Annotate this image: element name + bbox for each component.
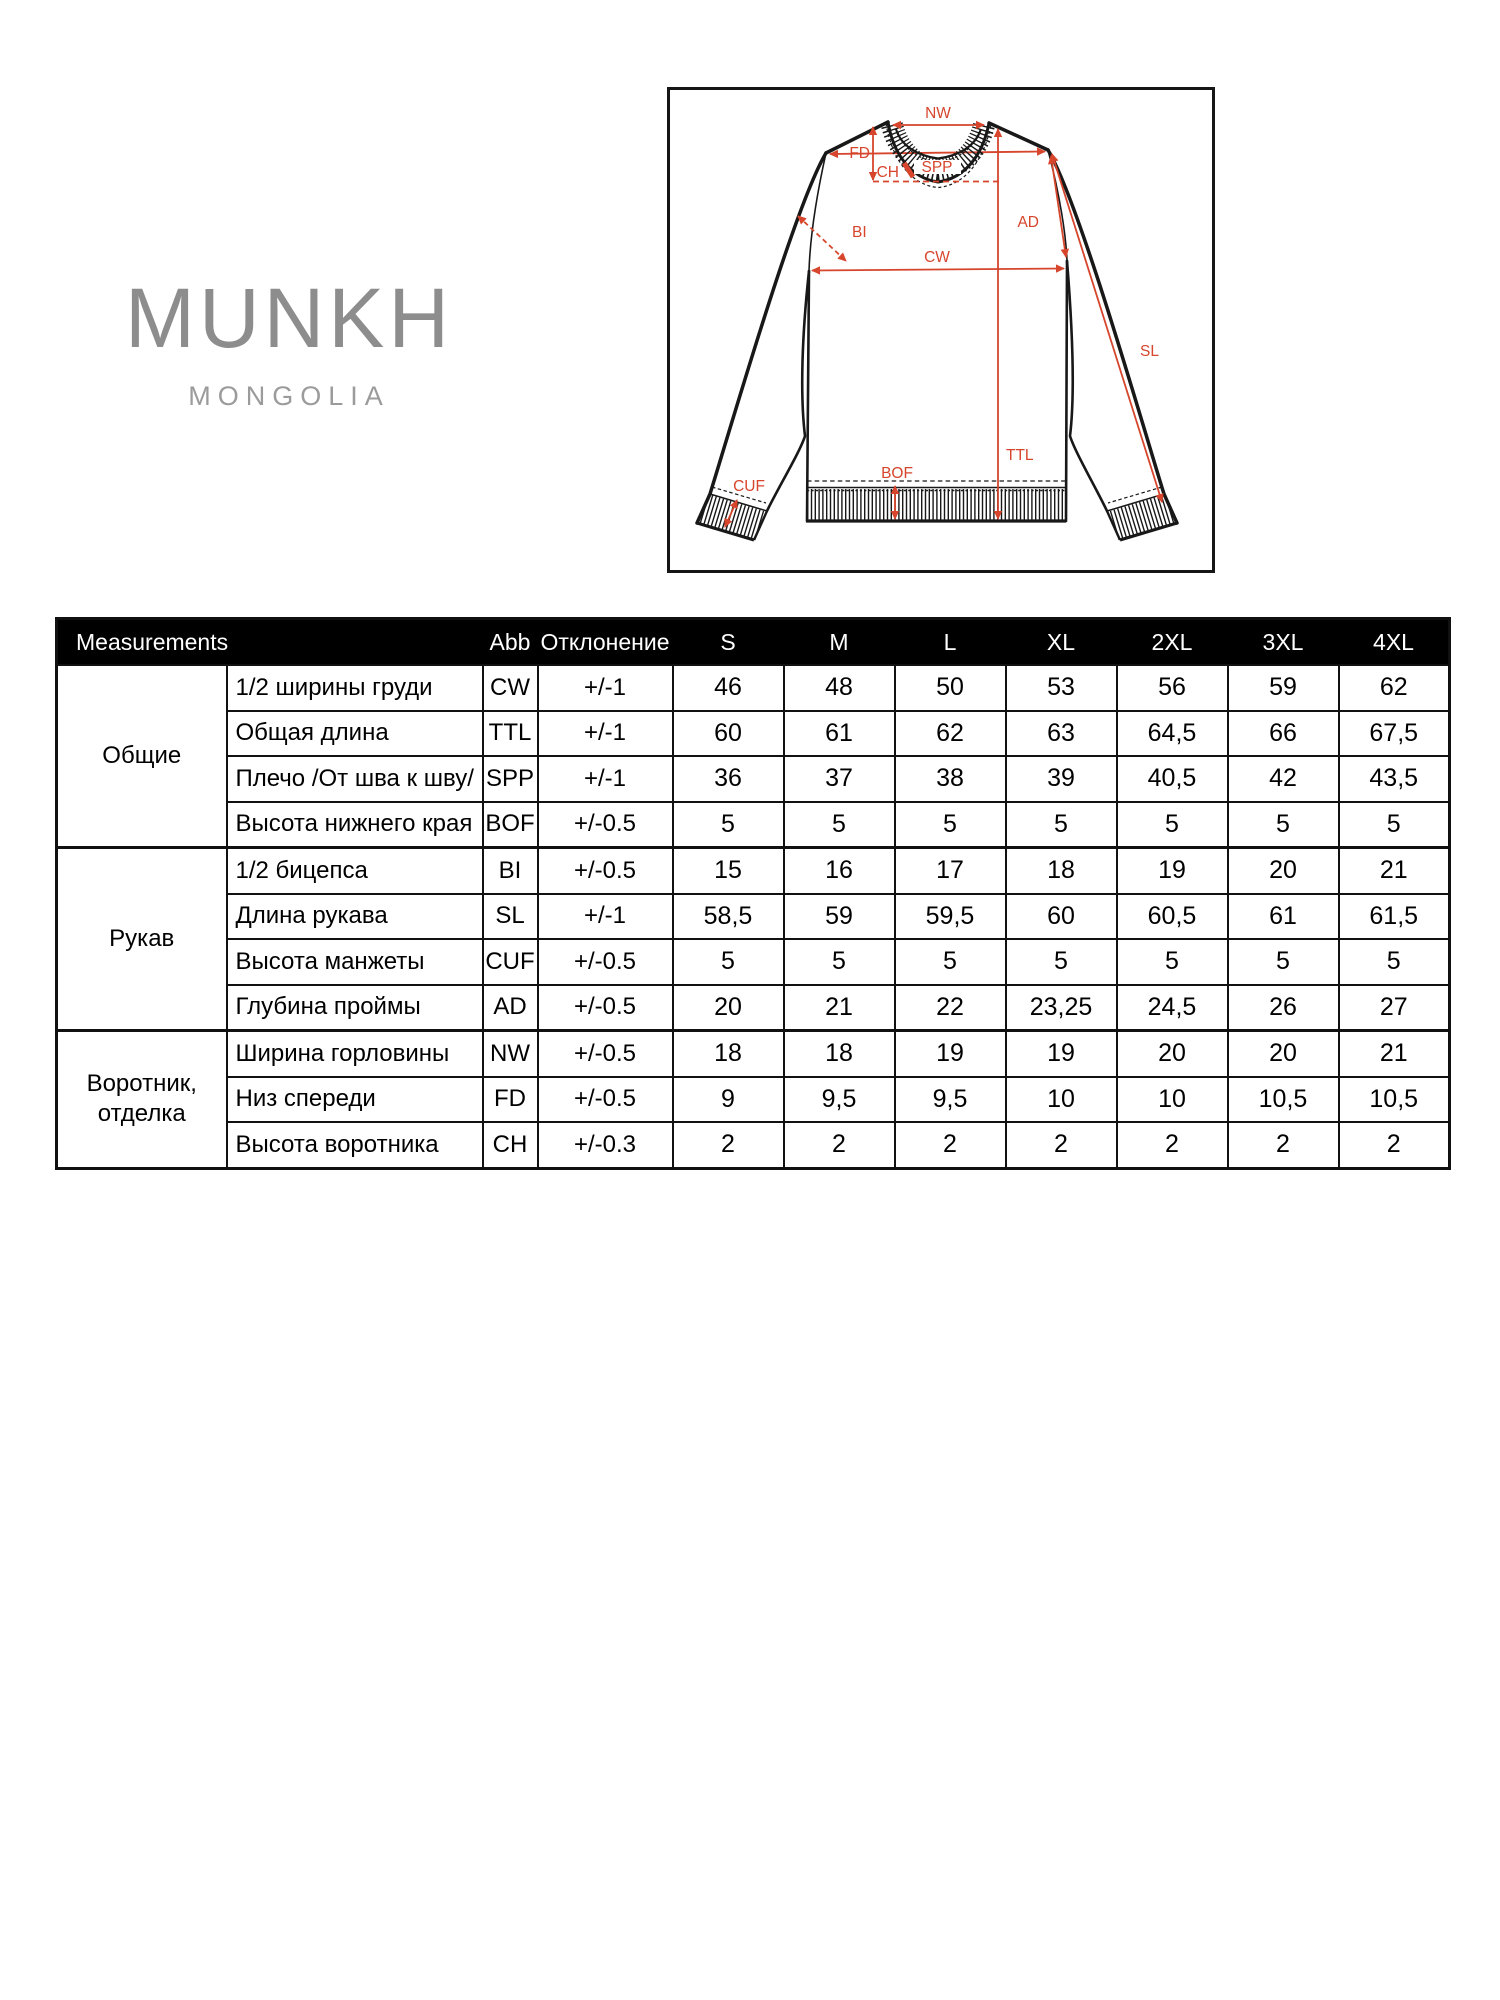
header-deviation: Отклонение bbox=[538, 619, 673, 666]
measure-name-cell: 1/2 ширины груди bbox=[227, 665, 483, 711]
value-cell: 50 bbox=[895, 665, 1006, 711]
abb-cell: NW bbox=[483, 1031, 538, 1077]
table-row bbox=[57, 1122, 1450, 1168]
dim-label-ad: AD bbox=[1017, 214, 1039, 231]
table-header-row bbox=[57, 619, 1450, 666]
value-cell: 5 bbox=[784, 939, 895, 985]
header-size-xl: XL bbox=[1006, 619, 1117, 666]
measurements-table bbox=[55, 617, 1451, 1170]
value-cell: 5 bbox=[1006, 802, 1117, 848]
header-measurements: Measurements bbox=[57, 619, 483, 666]
value-cell: 10 bbox=[1006, 1077, 1117, 1123]
deviation-cell: +/-1 bbox=[538, 665, 673, 711]
value-cell: 19 bbox=[1117, 848, 1228, 894]
abb-cell: CUF bbox=[483, 939, 538, 985]
value-cell: 56 bbox=[1117, 665, 1228, 711]
value-cell: 2 bbox=[895, 1122, 1006, 1168]
value-cell: 5 bbox=[1339, 802, 1450, 848]
bi-dimension-line bbox=[798, 216, 846, 261]
abb-cell: SL bbox=[483, 894, 538, 940]
group-cell: Рукав bbox=[57, 848, 227, 1031]
value-cell: 5 bbox=[1006, 939, 1117, 985]
table-row bbox=[57, 939, 1450, 985]
abb-cell: SPP bbox=[483, 756, 538, 802]
value-cell: 20 bbox=[1228, 848, 1339, 894]
deviation-cell: +/-1 bbox=[538, 756, 673, 802]
value-cell: 18 bbox=[784, 1031, 895, 1077]
abb-cell: CH bbox=[483, 1122, 538, 1168]
value-cell: 42 bbox=[1228, 756, 1339, 802]
value-cell: 16 bbox=[784, 848, 895, 894]
table-row bbox=[57, 665, 1450, 711]
value-cell: 21 bbox=[784, 985, 895, 1031]
value-cell: 39 bbox=[1006, 756, 1117, 802]
value-cell: 38 bbox=[895, 756, 1006, 802]
deviation-cell: +/-0.5 bbox=[538, 848, 673, 894]
value-cell: 5 bbox=[1228, 939, 1339, 985]
collar-ribbing bbox=[886, 122, 991, 188]
value-cell: 5 bbox=[895, 802, 1006, 848]
abb-cell: TTL bbox=[483, 711, 538, 757]
brand-logo bbox=[89, 271, 489, 412]
value-cell: 48 bbox=[784, 665, 895, 711]
value-cell: 21 bbox=[1339, 848, 1450, 894]
header-size-4xl: 4XL bbox=[1339, 619, 1450, 666]
table-row bbox=[57, 894, 1450, 940]
value-cell: 36 bbox=[673, 756, 784, 802]
value-cell: 46 bbox=[673, 665, 784, 711]
dim-label-sl: SL bbox=[1140, 343, 1159, 360]
value-cell: 66 bbox=[1228, 711, 1339, 757]
header-abb: Abb bbox=[483, 619, 538, 666]
value-cell: 21 bbox=[1339, 1031, 1450, 1077]
right-cuff-ribbing bbox=[1107, 487, 1177, 540]
value-cell: 2 bbox=[1006, 1122, 1117, 1168]
deviation-cell: +/-0.3 bbox=[538, 1122, 673, 1168]
value-cell: 9,5 bbox=[895, 1077, 1006, 1123]
deviation-cell: +/-0.5 bbox=[538, 1077, 673, 1123]
dim-label-ttl: TTL bbox=[1006, 447, 1034, 464]
dim-label-nw: NW bbox=[925, 105, 951, 122]
brand-subtitle: MONGOLIA bbox=[188, 381, 390, 411]
header-size-l: L bbox=[895, 619, 1006, 666]
sweater-technical-drawing bbox=[670, 90, 1212, 570]
abb-cell: BI bbox=[483, 848, 538, 894]
measure-name-cell: Длина рукава bbox=[227, 894, 483, 940]
value-cell: 43,5 bbox=[1339, 756, 1450, 802]
value-cell: 5 bbox=[1117, 939, 1228, 985]
value-cell: 2 bbox=[673, 1122, 784, 1168]
value-cell: 17 bbox=[895, 848, 1006, 894]
dim-label-bof: BOF bbox=[881, 465, 913, 482]
header-size-m: M bbox=[784, 619, 895, 666]
dim-label-cuf: CUF bbox=[733, 478, 765, 495]
value-cell: 40,5 bbox=[1117, 756, 1228, 802]
measure-name-cell: Высота нижнего края bbox=[227, 802, 483, 848]
table-row bbox=[57, 1077, 1450, 1123]
value-cell: 5 bbox=[784, 802, 895, 848]
value-cell: 2 bbox=[1339, 1122, 1450, 1168]
value-cell: 53 bbox=[1006, 665, 1117, 711]
value-cell: 24,5 bbox=[1117, 985, 1228, 1031]
deviation-cell: +/-1 bbox=[538, 894, 673, 940]
value-cell: 26 bbox=[1228, 985, 1339, 1031]
value-cell: 18 bbox=[673, 1031, 784, 1077]
table-row bbox=[57, 848, 1450, 894]
value-cell: 9,5 bbox=[784, 1077, 895, 1123]
header-size-s: S bbox=[673, 619, 784, 666]
value-cell: 60 bbox=[1006, 894, 1117, 940]
value-cell: 59 bbox=[1228, 665, 1339, 711]
abb-cell: BOF bbox=[483, 802, 538, 848]
value-cell: 58,5 bbox=[673, 894, 784, 940]
value-cell: 60,5 bbox=[1117, 894, 1228, 940]
value-cell: 59 bbox=[784, 894, 895, 940]
body-side-right bbox=[1066, 261, 1067, 521]
dim-label-spp: SPP bbox=[921, 159, 953, 176]
table-row bbox=[57, 802, 1450, 848]
value-cell: 62 bbox=[895, 711, 1006, 757]
garment-diagram-frame bbox=[667, 87, 1215, 573]
measure-name-cell: Высота манжеты bbox=[227, 939, 483, 985]
value-cell: 19 bbox=[1006, 1031, 1117, 1077]
value-cell: 5 bbox=[1339, 939, 1450, 985]
value-cell: 64,5 bbox=[1117, 711, 1228, 757]
value-cell: 27 bbox=[1339, 985, 1450, 1031]
deviation-cell: +/-0.5 bbox=[538, 1031, 673, 1077]
sleeve-left-underseam bbox=[767, 271, 809, 511]
value-cell: 60 bbox=[673, 711, 784, 757]
value-cell: 22 bbox=[895, 985, 1006, 1031]
measure-name-cell: Глубина проймы bbox=[227, 985, 483, 1031]
group-cell: Воротник, отделка bbox=[57, 1031, 227, 1169]
value-cell: 20 bbox=[1228, 1031, 1339, 1077]
value-cell: 5 bbox=[1117, 802, 1228, 848]
value-cell: 67,5 bbox=[1339, 711, 1450, 757]
table-row bbox=[57, 756, 1450, 802]
table-row bbox=[57, 985, 1450, 1031]
table-row bbox=[57, 1031, 1450, 1077]
value-cell: 62 bbox=[1339, 665, 1450, 711]
value-cell: 19 bbox=[895, 1031, 1006, 1077]
value-cell: 2 bbox=[1117, 1122, 1228, 1168]
hem-ribbing bbox=[806, 481, 1066, 521]
value-cell: 10,5 bbox=[1339, 1077, 1450, 1123]
value-cell: 63 bbox=[1006, 711, 1117, 757]
value-cell: 18 bbox=[1006, 848, 1117, 894]
value-cell: 2 bbox=[784, 1122, 895, 1168]
cw-dimension-line bbox=[812, 269, 1064, 271]
sleeve-right-underseam bbox=[1067, 261, 1107, 511]
body-side-left bbox=[807, 271, 809, 521]
value-cell: 20 bbox=[673, 985, 784, 1031]
abb-cell: AD bbox=[483, 985, 538, 1031]
value-cell: 15 bbox=[673, 848, 784, 894]
value-cell: 5 bbox=[673, 939, 784, 985]
value-cell: 10 bbox=[1117, 1077, 1228, 1123]
value-cell: 61 bbox=[1228, 894, 1339, 940]
value-cell: 23,25 bbox=[1006, 985, 1117, 1031]
dim-label-cw: CW bbox=[924, 249, 950, 266]
abb-cell: CW bbox=[483, 665, 538, 711]
sl-dimension-line bbox=[1052, 154, 1162, 502]
deviation-cell: +/-0.5 bbox=[538, 802, 673, 848]
dimension-labels bbox=[733, 105, 1159, 495]
header-size-2xl: 2XL bbox=[1117, 619, 1228, 666]
value-cell: 5 bbox=[673, 802, 784, 848]
value-cell: 5 bbox=[1228, 802, 1339, 848]
group-cell: Общие bbox=[57, 665, 227, 848]
dim-label-ch: CH bbox=[876, 164, 899, 181]
dim-label-fd: FD bbox=[849, 145, 870, 162]
value-cell: 5 bbox=[895, 939, 1006, 985]
measure-name-cell: Ширина горловины bbox=[227, 1031, 483, 1077]
measure-name-cell: Низ спереди bbox=[227, 1077, 483, 1123]
value-cell: 9 bbox=[673, 1077, 784, 1123]
value-cell: 61,5 bbox=[1339, 894, 1450, 940]
deviation-cell: +/-0.5 bbox=[538, 985, 673, 1031]
table-row bbox=[57, 711, 1450, 757]
value-cell: 37 bbox=[784, 756, 895, 802]
measure-name-cell: 1/2 бицепса bbox=[227, 848, 483, 894]
abb-cell: FD bbox=[483, 1077, 538, 1123]
value-cell: 20 bbox=[1117, 1031, 1228, 1077]
dim-label-bi: BI bbox=[852, 224, 867, 241]
deviation-cell: +/-0.5 bbox=[538, 939, 673, 985]
value-cell: 61 bbox=[784, 711, 895, 757]
measure-name-cell: Высота воротника bbox=[227, 1122, 483, 1168]
deviation-cell: +/-1 bbox=[538, 711, 673, 757]
measure-name-cell: Общая длина bbox=[227, 711, 483, 757]
header-size-3xl: 3XL bbox=[1228, 619, 1339, 666]
value-cell: 10,5 bbox=[1228, 1077, 1339, 1123]
value-cell: 59,5 bbox=[895, 894, 1006, 940]
measure-name-cell: Плечо /От шва к шву/ bbox=[227, 756, 483, 802]
brand-name: MUNKH bbox=[125, 271, 453, 365]
value-cell: 2 bbox=[1228, 1122, 1339, 1168]
